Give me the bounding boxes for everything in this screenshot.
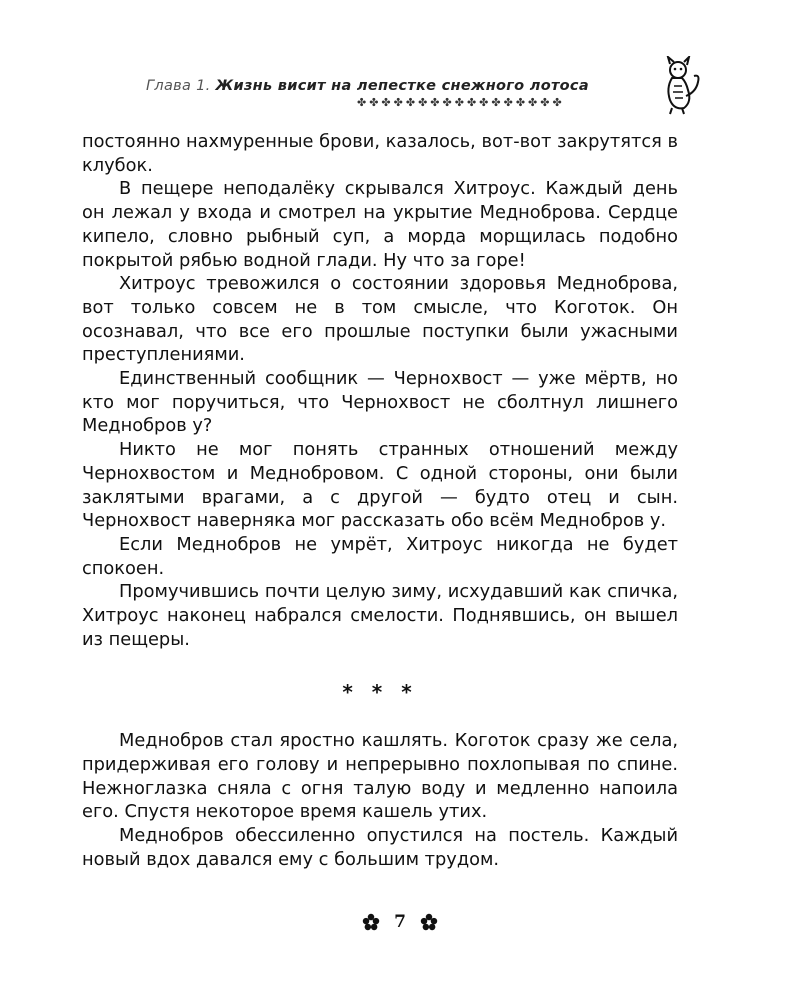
paragraph: Единственный сообщник — Чернохвост — уже мёртв, но кто мог поручиться, что Чернохвост не сболтнул лишнего Меднобров у?	[82, 368, 678, 437]
paragraph: Меднобров обессиленно опустился на постель. Каждый новый вдох давался ему с большим трудом.	[82, 824, 678, 870]
paragraph: Хитроус тревожился о состоянии здоровья Медноброва, вот только совсем не в том смысле, что Коготок. Он осознавал, что все его прошлые поступки были ужасными преступлениями.	[82, 273, 678, 366]
section-break: * * *	[342, 680, 418, 705]
paragraph: Если Меднобров не умрёт, Хитроус никогда не будет спокоен.	[82, 533, 678, 579]
page-number: 7	[394, 912, 406, 932]
paragraph: Промучившись почти целую зиму, исхудавший как спичка, Хитроус наконец набрался смелости. Поднявшись, он вышел из пещеры.	[82, 581, 678, 650]
chapter-label: Глава 1.	[146, 78, 211, 94]
page-body	[82, 130, 678, 871]
page-header	[0, 0, 800, 120]
chapter-title: Жизнь висит на лепестке снежного лотоса	[215, 78, 589, 94]
running-head	[146, 78, 589, 94]
paragraph: Меднобров стал яростно кашлять. Коготок сразу же села, придерживая его голову и непрерывно похлопывая по спине. Нежноглазка сняла с огня талую воду и медленно напоила его. Спустя некоторое время кашель утих.	[82, 730, 678, 823]
paragraph: В пещере неподалёку скрывался Хитроус. Каждый день он лежал у входа и смотрел на укрытие Медноброва. Сердце кипело, словно рыбный суп, а морда морщилась подобно покрытой рябью водной глади. Ну что за горе!	[82, 178, 678, 271]
paragraph: постоянно нахмуренные брови, казалось, вот-вот закрутятся в клубок.	[82, 131, 678, 176]
paragraph: Никто не мог понять странных отношений между Чернохвостом и Меднобровом. С одной стороны, они были заклятыми врагами, а с другой — будто отец и сын. Чернохвост наверняка мог рассказать обо всём Меднобров у.	[82, 439, 678, 532]
page-footer	[0, 912, 800, 932]
flower-icon	[362, 913, 380, 931]
cat-figure-icon	[656, 56, 702, 116]
ornament-row: ✤✤✤✤✤✤✤✤✤✤✤✤✤✤✤✤✤	[357, 96, 565, 109]
flower-icon	[420, 913, 438, 931]
